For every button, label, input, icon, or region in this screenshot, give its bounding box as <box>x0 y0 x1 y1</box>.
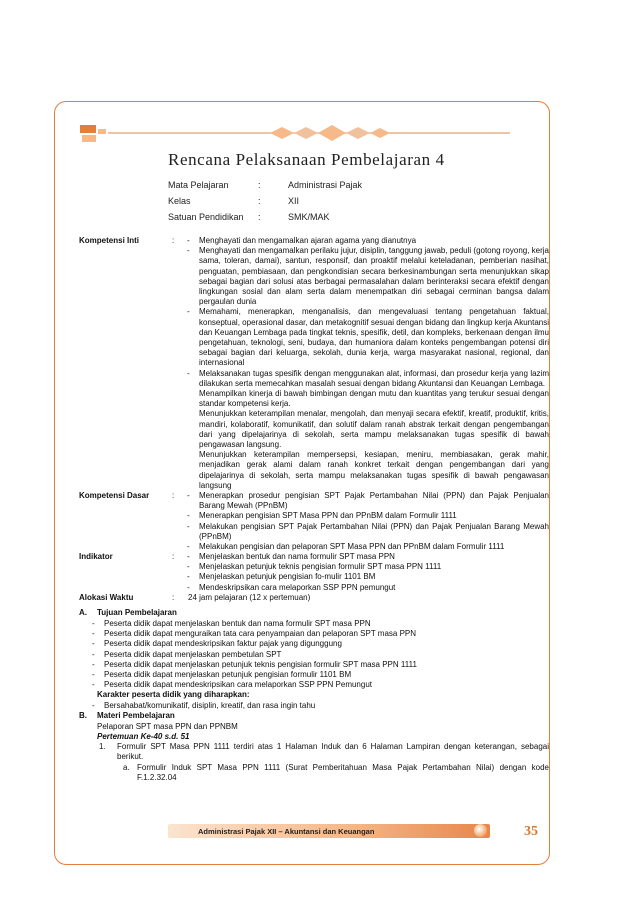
tujuan-heading <box>79 608 549 619</box>
meta-colon: : <box>258 196 261 206</box>
item-text: Mendeskripsikan cara melaporkan SSP PPN pemungut <box>199 582 396 592</box>
item-dash: - <box>187 521 190 531</box>
list-item <box>172 236 549 246</box>
item-dash: - <box>92 670 95 680</box>
meta-key: Kelas <box>168 196 191 206</box>
section-colon: : <box>172 491 175 500</box>
heading-number: B. <box>79 710 87 720</box>
list-item <box>79 680 549 690</box>
pertemuan-label: Pertemuan Ke-40 s.d. 51 <box>97 732 190 742</box>
item-text: Menghayati dan mengamalkan perilaku jujur, disiplin, tanggung jawab, peduli (gotong royong, kerja sama, toleran, damai), santun, responsif, dan proaktif melalui keteladanan, pemberian nasihat, penguatan, pembiasaan, dan pengkondisian secara berkesinambungan serta menunjukkan sikap sebagai bagian dari solusi atas berbagai permasalahan dalam berinteraksi secara efektif dengan lingkungan sosial dan alam serta dalam menempatkan diri sebagai cerminan bangsa dalam pergaulan dunia <box>199 246 549 307</box>
item-dash: - <box>187 368 190 378</box>
section-label: Alokasi Waktu <box>79 593 134 602</box>
item-letter: a. <box>123 762 130 772</box>
item-dash: - <box>92 680 95 690</box>
item-text: Peserta didik dapat menjelaskan bentuk dan nama formulir SPT masa PPN <box>104 619 371 628</box>
numbered-item <box>79 742 549 762</box>
section-label: Kompetensi Dasar <box>79 491 150 500</box>
list-item <box>172 542 549 552</box>
heading-text: Tujuan Pembelajaran <box>97 608 177 617</box>
section-items <box>172 236 549 491</box>
list-item <box>172 246 549 307</box>
item-text: Menunjukkan keterampilan mempersepsi, kesiapan, meniru, membiasakan, gerak mahir, menjadikan gerak alami dalam ranah konkret terkait dengan pengembangan dari yang dipelajarinya di sekolah, serta mampu melaksanakan tugas spesifik di bawah pengawasan langsung <box>199 450 549 490</box>
kompetensi-inti-section <box>79 236 549 491</box>
item-text: Peserta didik dapat menjelaskan pembetulan SPT <box>104 649 282 659</box>
item-text: Menjelaskan petunjuk pengisian fo-mulir 1101 BM <box>199 572 376 582</box>
meta-colon: : <box>258 180 261 190</box>
list-item <box>79 629 549 639</box>
section-colon: : <box>172 236 175 245</box>
heading-text: Materi Pembelajaran <box>97 710 175 720</box>
list-item <box>172 307 549 368</box>
item-text: Formulir Induk SPT Masa PPN 1111 (Surat Pemberitahuan Masa Pajak Pertambahan Nilai) dengan kode F.1.2.32.04 <box>137 762 549 782</box>
header-ornament <box>80 117 520 147</box>
list-item <box>172 369 549 389</box>
alokasi-value: 24 jam pelajaran (12 x pertemuan) <box>188 593 311 602</box>
item-text: Bersahabat/komunikatif, disiplin, kreatif, dan rasa ingin tahu <box>104 700 316 710</box>
list-item <box>172 572 549 582</box>
item-text: Melakukan pengisian SPT Pajak Pertambahan Nilai (PPN) dan Pajak Penjualan Barang Mewah (PPnBM) <box>199 521 549 541</box>
item-text: Melakukan pengisian dan pelaporan SPT Masa PPN dan PPnBM dalam Formulir 1111 <box>199 542 505 552</box>
list-item <box>172 583 549 593</box>
item-dash: - <box>92 639 95 649</box>
materi-intro: Pelaporan SPT masa PPN dan PPNBM <box>97 721 238 731</box>
item-text: Menjelaskan bentuk dan nama formulir SPT masa PPN <box>199 552 395 561</box>
item-dash: - <box>187 542 190 552</box>
item-dash: - <box>187 562 190 572</box>
alokasi-waktu-row <box>79 593 549 605</box>
lettered-item <box>79 763 549 783</box>
item-text: Menghayati dan mengamalkan ajaran agama yang dianutnya <box>199 236 417 245</box>
section-colon: : <box>172 593 175 602</box>
list-item <box>79 639 549 649</box>
footer <box>168 822 548 840</box>
list-item <box>79 650 549 660</box>
item-dash: - <box>92 629 95 639</box>
item-dash: - <box>92 649 95 659</box>
section-colon: : <box>172 552 175 561</box>
item-dash: - <box>92 659 95 669</box>
item-text: Peserta didik dapat mendeskripsikan faktur pajak yang digunggung <box>104 639 342 649</box>
item-text: Memahami, menerapkan, menganalisis, dan mengevaluasi tentang pengetahuan faktual, konseptual, operasional dasar, dan metakognitif sesuai dengan bidang dan lingkup kerja Akuntansi dan Keuangan Lembaga pada tingkat teknis, spesifik, detil, dan kompleks, berkenaan dengan ilmu pengetahuan, teknologi, seni, budaya, dan humaniora dalam konteks pengembangan potensi diri sebagai bagian dari keluarga, sekolah, dunia kerja, warga masyarakat nasional, regional, dan internasional <box>199 307 549 368</box>
indikator-section <box>79 552 549 593</box>
list-item <box>172 409 549 450</box>
item-text: Menerapkan prosedur pengisian SPT Pajak Pertambahan Nilai (PPN) dan Pajak Penjualan Barang Mewah (PPnBM) <box>199 491 549 511</box>
item-text: Menjelaskan petunjuk teknis pengisian formulir SPT masa PPN 1111 <box>199 562 442 572</box>
page-title: Rencana Pelaksanaan Pembelajaran 4 <box>168 150 445 169</box>
competency-grid <box>79 236 549 605</box>
item-text: Peserta didik dapat menjelaskan petunjuk pengisian formulir 1101 BM <box>104 670 352 680</box>
list-item <box>172 511 549 521</box>
item-text: Menerapkan pengisian SPT Masa PPN dan PPnBM dalam Formulir 1111 <box>199 511 457 521</box>
item-dash: - <box>187 307 190 317</box>
meta-value: Administrasi Pajak <box>288 180 363 190</box>
item-text: Melaksanakan tugas spesifik dengan menggunakan alat, informasi, dan prosedur kerja yang lazim dilakukan serta memecahkan masalah sesuai dengan bidang Akuntansi dan Keuangan Lembaga. <box>199 368 549 388</box>
item-dash: - <box>187 582 190 592</box>
item-dash: - <box>187 572 190 582</box>
page-number: 35 <box>513 822 549 842</box>
item-text: Menampilkan kinerja di bawah bimbingan dengan mutu dan kuantitas yang terukur sesuai dengan standar kompetensi kerja. <box>199 389 549 409</box>
list-item <box>79 701 549 711</box>
item-text: Peserta didik dapat mendeskripsikan cara melaporkan SSP PPN Pemungut <box>104 680 372 690</box>
meta-value: XII <box>288 196 300 206</box>
meta-value: SMK/MAK <box>288 212 330 222</box>
list-item <box>172 522 549 542</box>
list-item <box>79 619 549 629</box>
item-dash: - <box>187 246 190 256</box>
item-text: Formulir SPT Masa PPN 1111 terdiri atas 1 Halaman Induk dan 6 Halaman Lampiran dengan keterangan, sebagai berikut. <box>117 742 549 762</box>
section-label: Indikator <box>79 552 113 561</box>
section-items <box>172 491 549 552</box>
lower-sections <box>79 608 549 783</box>
list-item <box>79 660 549 670</box>
item-number: 1. <box>99 742 106 752</box>
item-text: Menunjukkan keterampilan menalar, mengolah, dan menyaji secara efektif, kreatif, produktif, kritis, mandiri, kolaboratif, komunikatif, dan solutif dalam ranah abstrak terkait dengan pengembangan dari yang dipelajarinya di sekolah, serta mampu melaksanakan tugas spesifik di bawah pengawasan langsung. <box>199 409 549 450</box>
list-item <box>172 562 549 572</box>
meta-key: Satuan Pendidikan <box>168 212 244 222</box>
item-dash: - <box>187 511 190 521</box>
heading-number: A. <box>79 608 87 617</box>
item-dash: - <box>187 552 190 561</box>
list-item <box>172 389 549 409</box>
item-dash: - <box>187 491 190 500</box>
list-item <box>172 552 549 562</box>
meta-key: Mata Pelajaran <box>168 180 229 190</box>
list-item <box>79 670 549 680</box>
kompetensi-dasar-section <box>79 491 549 552</box>
materi-heading <box>79 711 549 722</box>
item-text: Peserta didik dapat menguraikan tata cara penyampaian dan pelaporan SPT masa PPN <box>104 629 417 639</box>
karakter-heading: Karakter peserta didik yang diharapkan: <box>97 690 250 700</box>
item-text: Peserta didik dapat menjelaskan petunjuk teknis pengisian formulir SPT masa PPN 1111 <box>104 659 417 669</box>
section-items <box>172 552 549 593</box>
item-dash: - <box>92 700 95 710</box>
footer-text: Administrasi Pajak XII – Akuntansi dan Keuangan <box>198 827 375 836</box>
section-label: Kompetensi Inti <box>79 236 140 245</box>
footer-dot-icon <box>474 824 487 837</box>
list-item <box>172 491 549 511</box>
item-dash: - <box>92 619 95 628</box>
item-dash: - <box>187 236 190 245</box>
meta-colon: : <box>258 212 261 222</box>
list-item <box>172 450 549 491</box>
